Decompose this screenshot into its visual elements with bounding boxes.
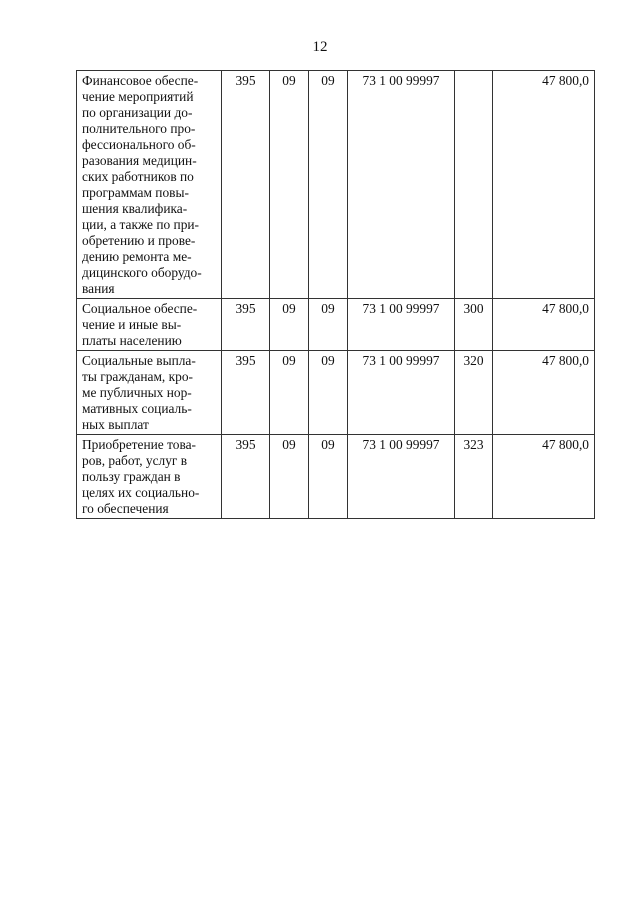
amount-cell: 47 800,0 (493, 71, 595, 299)
name-line: обретению и прове- (82, 233, 196, 248)
expense-type-cell: 323 (455, 435, 493, 519)
name-line: платы населению (82, 333, 182, 348)
subsection-code-cell: 09 (309, 299, 348, 351)
name-line: Финансовое обеспе- (82, 73, 199, 88)
name-line: по организации до- (82, 105, 193, 120)
name-line: ме публичных нор- (82, 385, 192, 400)
name-line: ции, а также по при- (82, 217, 200, 232)
name-line: го обеспечения (82, 501, 169, 516)
name-line: ты гражданам, кро- (82, 369, 193, 384)
subsection-code-cell: 09 (309, 435, 348, 519)
name-line: Социальное обеспе- (82, 301, 198, 316)
subsection-code-cell: 09 (309, 351, 348, 435)
name-line: шения квалифика- (82, 201, 188, 216)
amount-cell: 47 800,0 (493, 351, 595, 435)
section-code-cell: 09 (270, 435, 309, 519)
row-name-cell (77, 71, 222, 299)
row-name-cell (77, 351, 222, 435)
name-line: программам повы- (82, 185, 189, 200)
table-row (77, 435, 595, 519)
name-line: чение мероприятий (82, 89, 194, 104)
section-code-cell: 09 (270, 71, 309, 299)
target-article-cell: 73 1 00 99997 (348, 299, 455, 351)
name-line: Социальные выпла- (82, 353, 196, 368)
name-line: вания (82, 281, 115, 296)
subsection-code-cell: 09 (309, 71, 348, 299)
target-article-cell: 73 1 00 99997 (348, 435, 455, 519)
table-row (77, 351, 595, 435)
name-line: дицинского оборудо- (82, 265, 202, 280)
expense-type-cell: 300 (455, 299, 493, 351)
ministry-code-cell: 395 (222, 435, 270, 519)
name-line: мативных социаль- (82, 401, 192, 416)
expense-type-cell (455, 71, 493, 299)
row-name-cell (77, 299, 222, 351)
ministry-code-cell: 395 (222, 351, 270, 435)
name-line: Приобретение това- (82, 437, 197, 452)
name-line: ных выплат (82, 417, 149, 432)
name-line: целях их социально- (82, 485, 200, 500)
amount-cell: 47 800,0 (493, 299, 595, 351)
name-line: чение и иные вы- (82, 317, 182, 332)
target-article-cell: 73 1 00 99997 (348, 351, 455, 435)
ministry-code-cell: 395 (222, 299, 270, 351)
name-line: разования медицин- (82, 153, 197, 168)
row-name-cell (77, 435, 222, 519)
name-line: ров, работ, услуг в (82, 453, 188, 468)
table-row (77, 299, 595, 351)
table-row (77, 71, 595, 299)
section-code-cell: 09 (270, 299, 309, 351)
target-article-cell: 73 1 00 99997 (348, 71, 455, 299)
amount-cell: 47 800,0 (493, 435, 595, 519)
expense-type-cell: 320 (455, 351, 493, 435)
section-code-cell: 09 (270, 351, 309, 435)
page-number: 12 (312, 39, 328, 55)
name-line: фессионального об- (82, 137, 196, 152)
name-line: пользу граждан в (82, 469, 181, 484)
name-line: дению ремонта ме- (82, 249, 192, 264)
name-line: ских работников по (82, 169, 194, 184)
name-line: полнительного про- (82, 121, 196, 136)
ministry-code-cell: 395 (222, 71, 270, 299)
budget-table-body (77, 71, 595, 519)
budget-table (76, 70, 595, 519)
